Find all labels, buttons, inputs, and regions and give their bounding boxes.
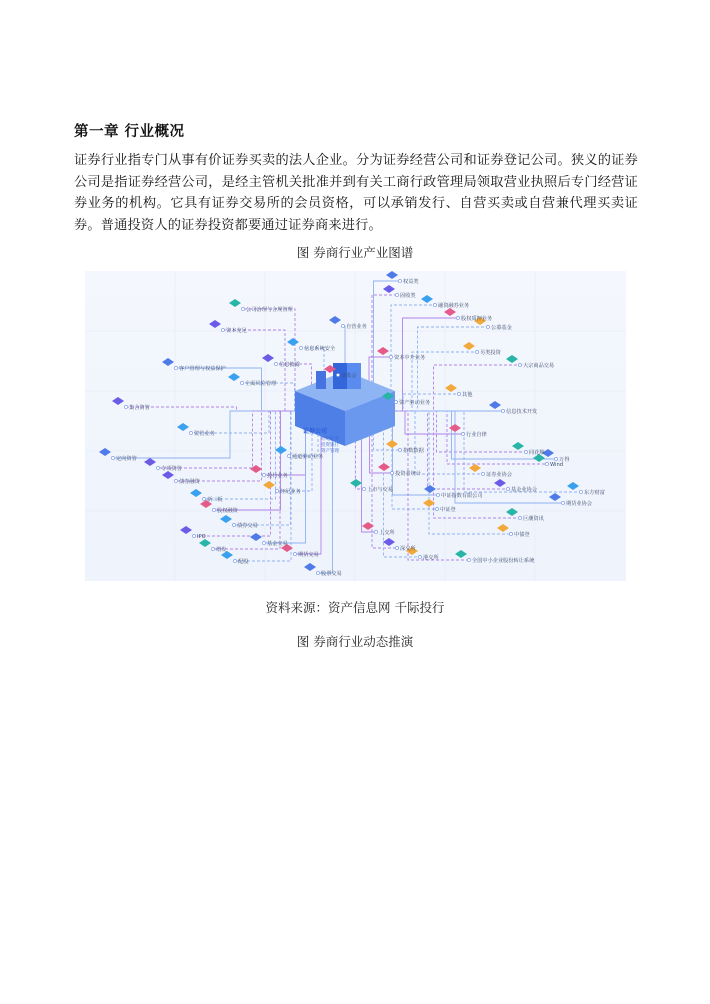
node-label: 资管业务 bbox=[194, 431, 215, 437]
node-label: 信息技术开发 bbox=[506, 409, 538, 415]
node-label: 增发 bbox=[216, 547, 227, 553]
node-label: 股权融资 bbox=[217, 508, 238, 514]
node-label: 自营业务 bbox=[346, 324, 367, 330]
node-icon bbox=[567, 482, 579, 490]
node-label: 信息系统安全 bbox=[304, 346, 336, 352]
body-paragraph: 证券行业指专门从事有价证券买卖的法人企业。分为证券经营公司和证券登记公司。狭义的证券公司是指证券经营公司，是经主管机关批准并到有关工商行政管理局领取营业执照后专门经营证券业务的机构。它具有证券交易所的会员资格，可以承销发行、自营买卖或自营兼代理买卖证券。普通投资人的证券投资都要通过证券商来进行。 bbox=[74, 153, 638, 233]
node-label: 投资者统计 bbox=[395, 471, 421, 477]
industry-map-svg bbox=[85, 271, 626, 581]
node-dot-icon bbox=[398, 448, 401, 451]
node-label: 港交所 bbox=[423, 555, 439, 561]
node-label: 集合资管 bbox=[129, 405, 150, 411]
node-dot-icon bbox=[389, 355, 392, 358]
node-icon bbox=[262, 354, 274, 362]
node-dot-icon bbox=[436, 493, 439, 496]
node-label: 证监会 bbox=[341, 373, 357, 379]
center-sub-label: 经纪业务 bbox=[321, 437, 339, 442]
node-icon bbox=[512, 442, 524, 450]
node-label: 专项资管 bbox=[161, 466, 182, 472]
node-icon bbox=[424, 485, 436, 493]
node-icon bbox=[177, 423, 189, 431]
node-dot-icon bbox=[124, 405, 127, 408]
node-label: 公募基金 bbox=[491, 325, 512, 331]
node-label: 期货业协会 bbox=[566, 501, 592, 507]
node-label: 基金交易 bbox=[267, 541, 288, 547]
node-dot-icon bbox=[506, 487, 509, 490]
node-icon bbox=[229, 299, 241, 307]
node-dot-icon bbox=[299, 346, 302, 349]
node-dot-icon bbox=[545, 462, 548, 465]
source-note: 资料来源：资产信息网 千际投行 bbox=[265, 600, 445, 615]
node-icon bbox=[421, 295, 433, 303]
node-icon bbox=[378, 463, 390, 471]
industry-map-diagram bbox=[85, 271, 626, 581]
node-dot-icon bbox=[418, 555, 421, 558]
node-dot-icon bbox=[518, 363, 521, 366]
node-label: 配股 bbox=[238, 559, 249, 565]
center-sub-label: 资产管理 bbox=[321, 449, 339, 454]
node-dot-icon bbox=[395, 293, 398, 296]
node-dot-icon bbox=[435, 507, 438, 510]
node-dot-icon bbox=[192, 534, 195, 537]
node-label: 新三板 bbox=[207, 497, 223, 503]
node-label: 资本中介业务 bbox=[394, 355, 426, 361]
node-label: 定向资管 bbox=[116, 456, 137, 462]
node-icon bbox=[497, 524, 509, 532]
node-label: 股权质押业务 bbox=[461, 316, 493, 322]
node-icon bbox=[209, 320, 221, 328]
node-icon bbox=[377, 347, 389, 355]
node-icon bbox=[449, 424, 461, 432]
node-dot-icon bbox=[189, 431, 192, 434]
node-dot-icon bbox=[212, 508, 215, 511]
node-dot-icon bbox=[467, 558, 470, 561]
node-dot-icon bbox=[457, 392, 460, 395]
node-dot-icon bbox=[341, 324, 344, 327]
node-dot-icon bbox=[174, 479, 177, 482]
node-label: 投行业务 bbox=[267, 473, 288, 479]
node-icon bbox=[162, 358, 174, 366]
node-icon bbox=[180, 526, 192, 534]
node-label: 客户管理与权益保护 bbox=[179, 366, 226, 372]
node-icon bbox=[350, 479, 362, 487]
node-label: 股票交易 bbox=[321, 571, 342, 577]
node-label: 上市与交易 bbox=[367, 487, 393, 493]
node-label: 债券交易 bbox=[237, 523, 258, 529]
node-label: 固收类 bbox=[400, 293, 416, 299]
node-label: 其他 bbox=[462, 392, 473, 398]
node-icon bbox=[386, 440, 398, 448]
node-dot-icon bbox=[111, 456, 114, 459]
node-dot-icon bbox=[374, 530, 377, 533]
node-dot-icon bbox=[456, 316, 459, 319]
node-label: 公司治理与合规管理 bbox=[246, 307, 293, 313]
node-dot-icon bbox=[486, 325, 489, 328]
node-dot-icon bbox=[579, 490, 582, 493]
node-label: IPO bbox=[197, 534, 206, 540]
node-label: 经纪业务 bbox=[280, 489, 301, 495]
node-dot-icon bbox=[395, 546, 398, 549]
node-label: 大宗商品交易 bbox=[523, 363, 555, 369]
node-icon bbox=[386, 271, 398, 279]
node-label: Wind bbox=[550, 462, 564, 468]
node-label: 东方财富 bbox=[584, 490, 605, 496]
node-label: 资本充足 bbox=[226, 328, 247, 334]
node-icon bbox=[199, 539, 211, 547]
node-label: 万得 bbox=[559, 457, 570, 463]
node-dot-icon bbox=[316, 571, 319, 574]
node-icon bbox=[455, 550, 467, 558]
node-dot-icon bbox=[561, 501, 564, 504]
node-dot-icon bbox=[240, 381, 243, 384]
node-icon bbox=[383, 285, 395, 293]
node-dot-icon bbox=[241, 307, 244, 310]
node-dot-icon bbox=[156, 466, 159, 469]
node-icon bbox=[494, 479, 506, 487]
node-icon bbox=[469, 464, 481, 472]
node-icon bbox=[228, 373, 240, 381]
node-label: 期货交易 bbox=[298, 552, 319, 558]
node-label: 通道驱动业务 bbox=[292, 454, 324, 460]
node-icon bbox=[444, 308, 456, 316]
node-dot-icon bbox=[211, 547, 214, 550]
node-label: 巨潮资讯 bbox=[523, 516, 544, 522]
node-dot-icon bbox=[336, 373, 339, 376]
node-icon bbox=[549, 493, 561, 501]
node-label: 基金业协会 bbox=[511, 487, 537, 493]
node-dot-icon bbox=[524, 450, 527, 453]
node-dot-icon bbox=[481, 472, 484, 475]
node-label: 同花顺 bbox=[529, 450, 545, 456]
node-dot-icon bbox=[518, 516, 521, 519]
node-dot-icon bbox=[461, 432, 464, 435]
node-label: 行业自律 bbox=[466, 432, 487, 438]
node-dot-icon bbox=[262, 473, 265, 476]
node-label: 中证指数有限公司 bbox=[441, 493, 483, 499]
node-label: 融资融券业务 bbox=[438, 303, 470, 309]
center-title-label: 证券公司 bbox=[303, 428, 328, 435]
node-dot-icon bbox=[362, 487, 365, 490]
node-dot-icon bbox=[287, 454, 290, 457]
node-dot-icon bbox=[274, 362, 277, 365]
node-dot-icon bbox=[233, 559, 236, 562]
node-dot-icon bbox=[202, 497, 205, 500]
node-icon bbox=[304, 563, 316, 571]
node-label: 债券融资 bbox=[179, 479, 200, 485]
node-icon bbox=[144, 458, 156, 466]
node-dot-icon bbox=[394, 400, 397, 403]
node-dot-icon bbox=[221, 328, 224, 331]
node-label: 另类投资 bbox=[480, 350, 501, 356]
node-icon bbox=[112, 397, 124, 405]
node-icon bbox=[250, 465, 262, 473]
node-dot-icon bbox=[390, 471, 393, 474]
node-icon bbox=[162, 471, 174, 479]
node-dot-icon bbox=[433, 303, 436, 306]
node-label: 全国中小企业股份转让系统 bbox=[472, 558, 535, 564]
node-label: 深交所 bbox=[400, 546, 416, 552]
node-label: 上交所 bbox=[379, 530, 395, 536]
node-dot-icon bbox=[232, 523, 235, 526]
node-icon bbox=[489, 401, 501, 409]
node-icon bbox=[383, 538, 395, 546]
node-dot-icon bbox=[293, 552, 296, 555]
node-icon bbox=[287, 338, 299, 346]
node-icon bbox=[275, 446, 287, 454]
node-icon bbox=[463, 342, 475, 350]
node-dot-icon bbox=[174, 366, 177, 369]
node-label: 指数数据 bbox=[403, 448, 424, 454]
node-dot-icon bbox=[501, 409, 504, 412]
node-icon bbox=[250, 533, 262, 541]
node-dot-icon bbox=[475, 350, 478, 353]
node-icon bbox=[506, 355, 518, 363]
node-label: 中证登 bbox=[440, 507, 456, 513]
node-dot-icon bbox=[262, 541, 265, 544]
node-label: 中债登 bbox=[514, 532, 530, 538]
chapter-title: 第一章 行业概况 bbox=[74, 124, 185, 140]
node-label: 资产驱动业务 bbox=[399, 400, 431, 406]
node-icon bbox=[362, 522, 374, 530]
center-sub-label: 投资银行 bbox=[321, 443, 339, 448]
node-dot-icon bbox=[398, 279, 401, 282]
figure-caption-industry-map: 图 券商行业产业图谱 bbox=[296, 245, 414, 260]
node-label: 证券业协会 bbox=[486, 472, 512, 478]
node-icon bbox=[220, 515, 232, 523]
node-icon bbox=[99, 448, 111, 456]
figure-caption-dynamic: 图 券商行业动态推演 bbox=[296, 634, 414, 649]
node-label: 信息披露 bbox=[279, 362, 300, 368]
node-label: 权益类 bbox=[403, 279, 419, 285]
node-dot-icon bbox=[554, 457, 557, 460]
node-dot-icon bbox=[509, 532, 512, 535]
node-icon bbox=[506, 508, 518, 516]
node-dot-icon bbox=[275, 489, 278, 492]
node-label: 全面风险管理 bbox=[245, 381, 277, 387]
node-icon bbox=[329, 316, 341, 324]
node-icon bbox=[190, 489, 202, 497]
